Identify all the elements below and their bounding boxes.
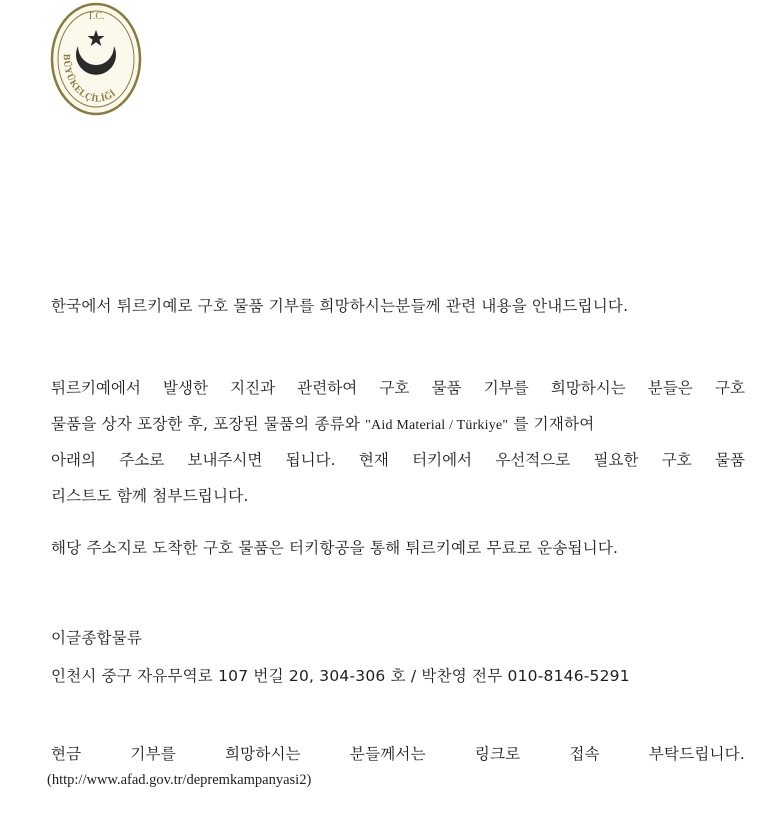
para1-line2-before: 물품을 상자 포장한 후, 포장된 물품의 종류와 [51,415,366,433]
para1-line4: 리스트도 함께 첨부드립니다. [51,487,249,505]
aid-material-label: "Aid Material / Türkiye" [365,418,509,433]
cash-word: 링크로 [474,745,521,763]
para1-line2 [51,412,745,434]
seal-top-text: T.C. [87,11,105,22]
cash-word: 접속 [569,745,600,763]
seal-emblem [50,2,142,117]
para1-line2-after: 를 기재하여 [508,415,595,433]
afad-donation-link[interactable]: (http://www.afad.gov.tr/depremkampanyasi2) [47,772,312,788]
cash-word: 기부를 [130,745,176,763]
intro-line: 한국에서 튀르키예로 구호 물품 기부를 희망하시는분들께 관련 내용을 안내드립니다. [51,297,629,315]
para1-line1: 튀르키예에서 발생한 지진과 관련하여 구호 물품 기부를 희망하시는 분들은 구호 [51,379,745,397]
cash-donation-line [51,742,745,764]
cash-word: 부탁드립니다. [648,745,745,763]
embassy-seal [50,2,142,117]
para2-line: 해당 주소지로 도착한 구호 물품은 터키항공을 통해 튀르키예로 무료로 운송됩니다. [51,539,619,557]
cash-word: 분들께서는 [349,745,426,763]
para1-line3: 아래의 주소로 보내주시면 됩니다. 현재 터키에서 우선적으로 필요한 구호 물품 [51,451,745,469]
cash-word: 현금 [51,745,82,763]
company-name: 이글종합물류 [51,629,143,647]
seal-ring-text: BÜYÜKELÇİLİĞİ [60,53,119,105]
address-line: 인천시 중구 자유무역로 107 번길 20, 304-306 호 / 박찬영 전무 010-8146-5291 [51,667,630,685]
cash-word: 희망하시는 [224,745,301,763]
